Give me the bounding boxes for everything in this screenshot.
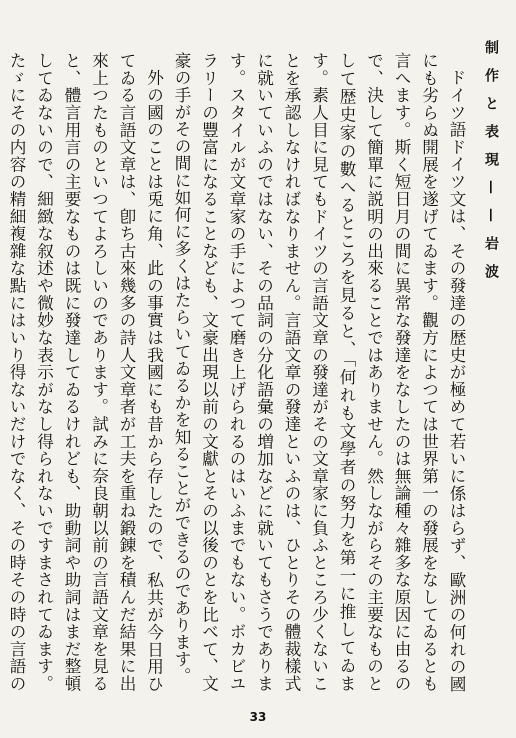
paragraph: 外の國のことは兎に角、此の事實は我國にも昔から存したので、私共が今日用ひてゐる言語文章は、卽ち古來幾多の詩人文章者が工夫を重ね鍛錬を積んだ結果に出來上つたものといつてよろしいのであります。試みに奈良朝以前の言語文章を見ると、體言用言の主要なものは既に發達してゐるけれども、助動詞や助詞はまだ整頓してゐないので、細緻な叙述や微妙な表示がなし得られないですまされてゐます。たゞにその内容の精細複雜な點にはいり得ないだけでなく、その時その時の言語の — [7, 52, 164, 692]
running-header: 制作と表現——岩波 — [483, 40, 499, 292]
page-number: 33 — [249, 710, 267, 724]
body-text — [7, 52, 470, 692]
paragraph: ドイツ語ドイツ文は、その發達の歴史が極めて若いに係はらず、歐洲の何れの國にも劣らぬ開展を遂げてゐます。觀方によつては世界第一の發展をなしてゐるとも言へます。斯く短日月の間に異常な發達をなしたのは無論種々雜多な原因に由るので、決して簡單に説明の出來ることではありません。然しながらその主要なものとして歴史家の數へるところを見ると、「何れも文學者の努力を第一に推してゐます。素人目に見てもドイツの言語文章の發達がその文章家に負ふところ少くないことを承認しなければなりません。言語文章の發達といふのは、ひとりその體裁樣式に就いていふのではない、その品詞の分化語彙の増加などに就いてもさうであります。スタイルが文章家の手によつて磨き上げられるのはいふまでもない。ボカビユラリーの豐富になることなども、文豪出現以前の文獻とその以後のとを比べて、文豪の手がその間に如何に多くはたらいてゐるかを知ることができるのであります。 — [172, 52, 466, 692]
